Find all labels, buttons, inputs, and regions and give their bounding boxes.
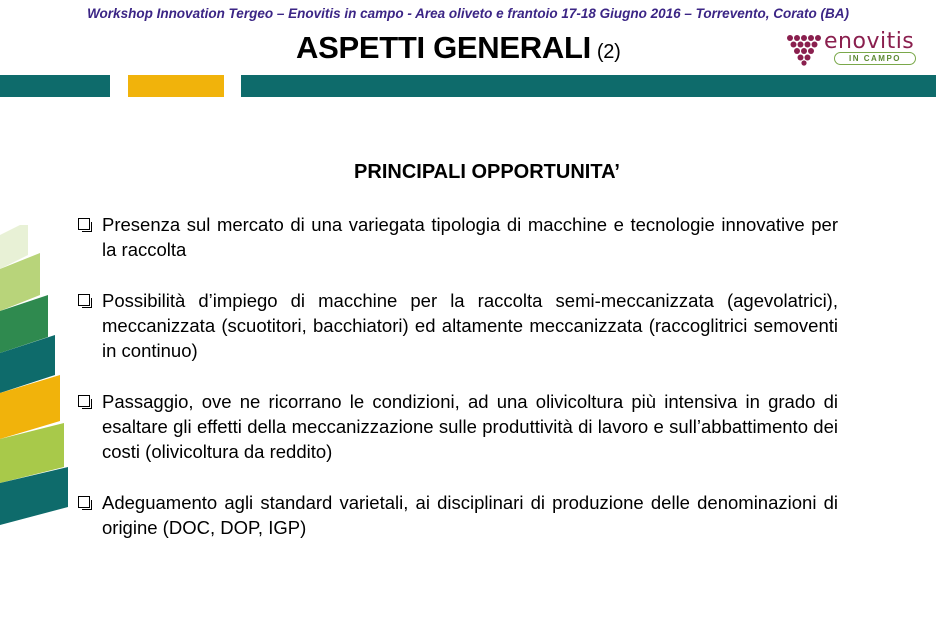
- checkbox-square-icon: [78, 395, 90, 407]
- slide-title: [296, 30, 620, 66]
- list-item: [78, 212, 838, 262]
- logo-tagline: IN CAMPO: [834, 52, 916, 65]
- event-subtitle: Workshop Innovation Tergeo – Enovitis in campo - Area oliveto e frantoio 17-18 Giugno 2016 – Torrevento, Corato (BA): [87, 6, 849, 21]
- list-item: [78, 389, 838, 464]
- list-item: [78, 288, 838, 363]
- slide-number: (2): [596, 41, 621, 63]
- header-band-teal-left: [0, 75, 110, 97]
- list-item-text: Possibilità d’impiego di macchine per la raccolta semi-meccanizzata (agevolatrici), meccanizzata (scuotitori, bacchiatori) ed altamente meccanizzata (raccoglitrici semoventi in continuo): [102, 290, 838, 361]
- enovitis-logo: [784, 30, 926, 66]
- list-item-text: Adeguamento agli standard varietali, ai disciplinari di produzione delle denominazioni di origine (DOC, DOP, IGP): [102, 492, 838, 538]
- list-item-text: Presenza sul mercato di una variegata tipologia di macchine e tecnologie innovative per la raccolta: [102, 214, 838, 260]
- grapes-icon: [784, 30, 824, 66]
- section-heading: [0, 161, 936, 184]
- checkbox-square-icon: [78, 294, 90, 306]
- logo-wordmark: enovitis: [824, 29, 915, 54]
- opportunities-list: [78, 212, 838, 540]
- list-item: [78, 490, 838, 540]
- list-item-text: Passaggio, ove ne ricorrano le condizioni, ad una olivicoltura più intensiva in grado di esaltare gli effetti della meccanizzazione sulle produttività di lavoro e sull’abbattimento dei costi (olivicoltura da reddito): [102, 391, 838, 462]
- checkbox-square-icon: [78, 218, 90, 230]
- slide-title-text: ASPETTI GENERALI: [296, 30, 591, 65]
- header-band-yellow: [128, 75, 224, 97]
- decorative-stripes: [0, 225, 80, 545]
- header-band-teal-right: [241, 75, 936, 97]
- checkbox-square-icon: [78, 496, 90, 508]
- section-heading-text: PRINCIPALI OPPORTUNITA’: [354, 161, 620, 183]
